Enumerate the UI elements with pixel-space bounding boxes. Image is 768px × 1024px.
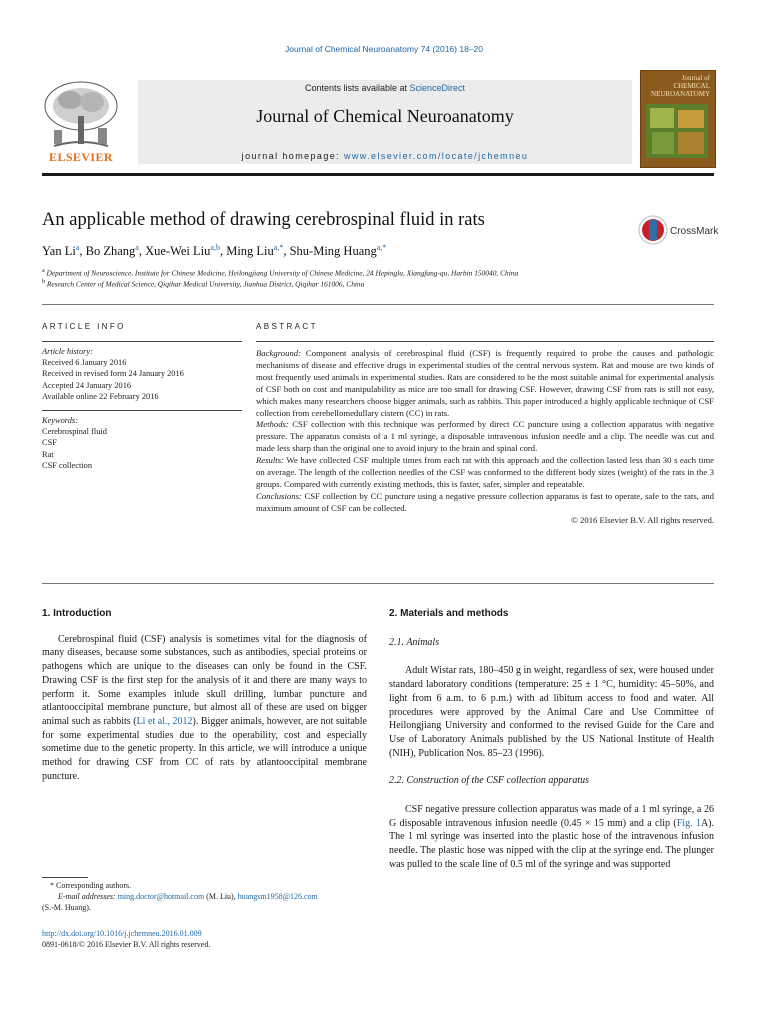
construction-text: CSF negative pressure collection apparatus was made of a 1 ml syringe, a 26 G disposable intravenous infusion needle (0.45 × 15 mm) and a clip (	[389, 804, 714, 829]
intro-text: Cerebrospinal fluid (CSF) analysis is sometimes vital for the diagnosis of many diseases, because some substances, such as antibodies, special proteins or pathogens which are unique to the diseases can only be found in the CSF. Drawing CSF is the first step for the analysis of it and there are many ways to perform it. Some examples inlude skull drilling, lumbar puncture and atlantooccipital membrane puncture, but almost all of these are used on bigger animal such as rabbits (	[42, 633, 367, 727]
author-affiliation-mark[interactable]: a,b	[210, 243, 220, 252]
doi-block	[42, 928, 377, 950]
conclusions-text: CSF collection by CC puncture using a negative pressure collection apparatus is fast to operate, safe to the rats, and maximum amount of CSF can be collected.	[256, 490, 714, 513]
methods-text: CSF collection with this technique was performed by direct CC puncture using a collection apparatus with negative pressure. The apparatus consists of a 1 ml syringe, a disposable intravenous infusion needle and a clip. The needle was cut and made less sharp than the original one to avoid injury to the brain and spinal cord.	[256, 419, 714, 454]
email-link[interactable]: ming.doctor@hotmail.com	[117, 892, 205, 901]
author[interactable]	[145, 244, 220, 258]
author-name: Yan Li	[42, 244, 76, 259]
email-owner: (M. Liu),	[204, 892, 238, 901]
author-separator: ,	[219, 244, 227, 259]
email-owner: (S.-M. Huang).	[42, 903, 91, 912]
author-name: Xue-Wei Liu	[145, 244, 211, 259]
affiliation-text: Research Center of Medical Science, Qiqihar Medical University, Jianhua District, Qiqihar 161006, China	[46, 279, 365, 289]
abstract-body	[256, 348, 714, 527]
author-affiliation-mark[interactable]: a,*	[273, 243, 284, 252]
author-name: Bo Zhang	[85, 244, 136, 259]
keyword: Cerebrospinal fluid	[42, 427, 107, 437]
crossmark-label: CrossMark	[670, 226, 719, 237]
email-label: E-mail addresses:	[58, 892, 116, 901]
abstract-methods	[256, 419, 714, 455]
right-column	[389, 607, 714, 872]
author-list	[42, 243, 386, 259]
abstract-rule	[256, 341, 714, 342]
footnote	[42, 880, 377, 913]
intro-text-continued: ). Bigger animals, however, are not suitable for some experimental studies due to the operability, cost and especially sometime due to the genetic property. In this article, we will introduce a unique method for drawing CSF from CC of rats by atlantooccipital membrane puncture.	[42, 715, 367, 782]
keywords	[42, 415, 242, 471]
figure-link[interactable]: Fig. 1	[676, 817, 701, 829]
introduction-heading: 1. Introduction	[42, 608, 112, 619]
affiliation-b	[42, 279, 364, 288]
author-affiliation-mark[interactable]: a,*	[376, 243, 387, 252]
contents-text: Contents lists available at	[304, 83, 410, 93]
cover-title	[644, 74, 710, 98]
author-name: Ming Liu	[226, 244, 274, 259]
author-separator: ,	[283, 244, 290, 259]
author[interactable]	[290, 244, 387, 258]
author-affiliation-mark[interactable]: a	[135, 243, 139, 252]
background-text: Component analysis of cerebrospinal fluid (CSF) is frequently required to probe the causes and pathologic mechanisms of disease and effective drugs in experimental studies of the central nervous system. Rat and mouse are two kinds of most frequently used animals in experimental studies. Rats are considered to be the most suitable animal for experimental analysis of CSF both on cost and manipulability as mice are too small for drawing CSF. However, drawing CSF from rats is still not easy, which makes many researchers choose bigger animals, such as rabbits. This paper introduced a highly applicable technique of CSF collection from cerebellomedullary cistern (CC) in rats.	[256, 348, 714, 418]
journal-reference-link[interactable]: Journal of Chemical Neuroanatomy 74 (2016) 18–20	[285, 44, 483, 54]
abstract-copyright: © 2016 Elsevier B.V. All rights reserved.	[571, 514, 714, 525]
email-link[interactable]: huangsm1958@126.com	[237, 892, 318, 901]
animals-heading: 2.1. Animals	[389, 636, 440, 648]
affiliation-a	[42, 268, 518, 277]
contents-line	[138, 80, 632, 93]
methods-label: Methods:	[256, 419, 289, 430]
affiliation-mark: b	[42, 279, 45, 285]
journal-title: Journal of Chemical Neuroanatomy	[256, 106, 514, 126]
construction-paragraph	[389, 803, 714, 872]
sciencedirect-link[interactable]: ScienceDirect	[409, 83, 466, 93]
introduction-paragraph	[42, 633, 367, 784]
author[interactable]	[42, 244, 79, 258]
history-revised: Received in revised form 24 January 2016	[42, 369, 184, 379]
keywords-label: Keywords:	[42, 416, 78, 425]
left-column	[42, 607, 367, 783]
keyword: Rat	[42, 449, 54, 459]
article-info-heading: ARTICLE INFO	[42, 322, 126, 331]
history-label: Article history:	[42, 347, 93, 356]
author-name: Shu-Ming Huang	[289, 244, 377, 259]
abstract-background	[256, 348, 714, 419]
author[interactable]	[226, 244, 283, 258]
abstract-heading: ABSTRACT	[256, 322, 318, 331]
author-affiliation-mark[interactable]: a	[75, 243, 80, 252]
history-received: Received 6 January 2016	[42, 358, 127, 368]
issn-copyright: 0891-0618/© 2016 Elsevier B.V. All rights reserved.	[42, 940, 211, 949]
keyword: CSF	[42, 438, 57, 448]
results-text: We have collected CSF multiple times from each rat with this approach and the collection lasted less than 30 s each time on average. The length of the collection needles of the CSF was conformed to the different body sizes (weight) of the rats in the 3 groups. Compared with currently existing methods, this is faster, safer, simpler and repeatable.	[256, 455, 714, 489]
results-label: Results:	[256, 455, 284, 466]
article-history	[42, 346, 242, 402]
background-label: Background:	[256, 348, 302, 358]
animals-paragraph: Adult Wistar rats, 180–450 g in weight, regardless of sex, were housed under standard laboratory conditions (temperature: 25 ± 1 °C, humidity: 45–50%, and light from 6 a.m. to 6 p.m.) with ad libitum access to food and water. All procedures were approved by the Animal Care and Use Committee of Heilongjiang University and conformed to the revised Guide for the Care and Use of Laboratory Animals published by the US National Institute of Health (NIH), Publication Nos. 85–23 (1996).	[389, 665, 714, 759]
homepage-link[interactable]: www.elsevier.com/locate/jchemneu	[343, 151, 529, 161]
keywords-rule	[42, 410, 242, 411]
author[interactable]	[86, 244, 139, 258]
section-rule	[42, 304, 714, 305]
abstract-results	[256, 455, 714, 491]
cover-title-line-2: NEUROANATOMY	[651, 90, 710, 98]
abstract-bottom-rule	[42, 583, 714, 584]
author-separator: ,	[138, 244, 146, 259]
homepage-label: journal homepage:	[241, 151, 344, 161]
citation-link[interactable]: Li et al., 2012	[136, 715, 193, 727]
doi-link[interactable]: http://dx.doi.org/10.1016/j.jchemneu.2016.01.009	[42, 929, 202, 938]
history-accepted: Accepted 24 January 2016	[42, 380, 132, 390]
footnote-rule	[42, 877, 88, 878]
author-separator: ,	[79, 244, 86, 259]
cover-title-line-1: Journal of CHEMICAL	[673, 74, 710, 90]
cover-illustration	[646, 104, 708, 158]
construction-text-continued: A). The 1 ml syringe was inserted into the plastic hose of the intravenous infusion needle. The plastic hose was nipped with the clip at the syringe end. The plunger was pulled to the scale line of 0.5 ml of the syringe and was supported	[389, 817, 715, 870]
journal-homepage	[138, 151, 632, 161]
article-info-rule	[42, 341, 242, 342]
affiliation-text: Department of Neuroscience, Institute for Chinese Medicine, Heilongjiang University of Chinese Medicine, 24 Hepinglu, Xiangfang-qu, Harbin 150040, China	[46, 268, 519, 278]
methods-heading: 2. Materials and methods	[389, 608, 509, 619]
crossmark-icon[interactable]	[638, 214, 720, 246]
keyword: CSF collection	[42, 460, 93, 470]
construction-heading: 2.2. Construction of the CSF collection apparatus	[389, 775, 589, 787]
elsevier-tree-logo	[40, 78, 122, 152]
paper-title: An applicable method of drawing cerebrospinal fluid in rats	[42, 210, 485, 230]
footnote-text: Corresponding authors.	[54, 881, 132, 890]
conclusions-label: Conclusions:	[256, 490, 302, 501]
header-rule	[42, 173, 714, 176]
affiliation-mark: a	[42, 268, 45, 274]
abstract-conclusions	[256, 491, 714, 515]
elsevier-logo-text: ELSEVIER	[49, 150, 113, 164]
footnote-mark: *	[50, 881, 54, 890]
history-online: Available online 22 February 2016	[42, 391, 159, 401]
